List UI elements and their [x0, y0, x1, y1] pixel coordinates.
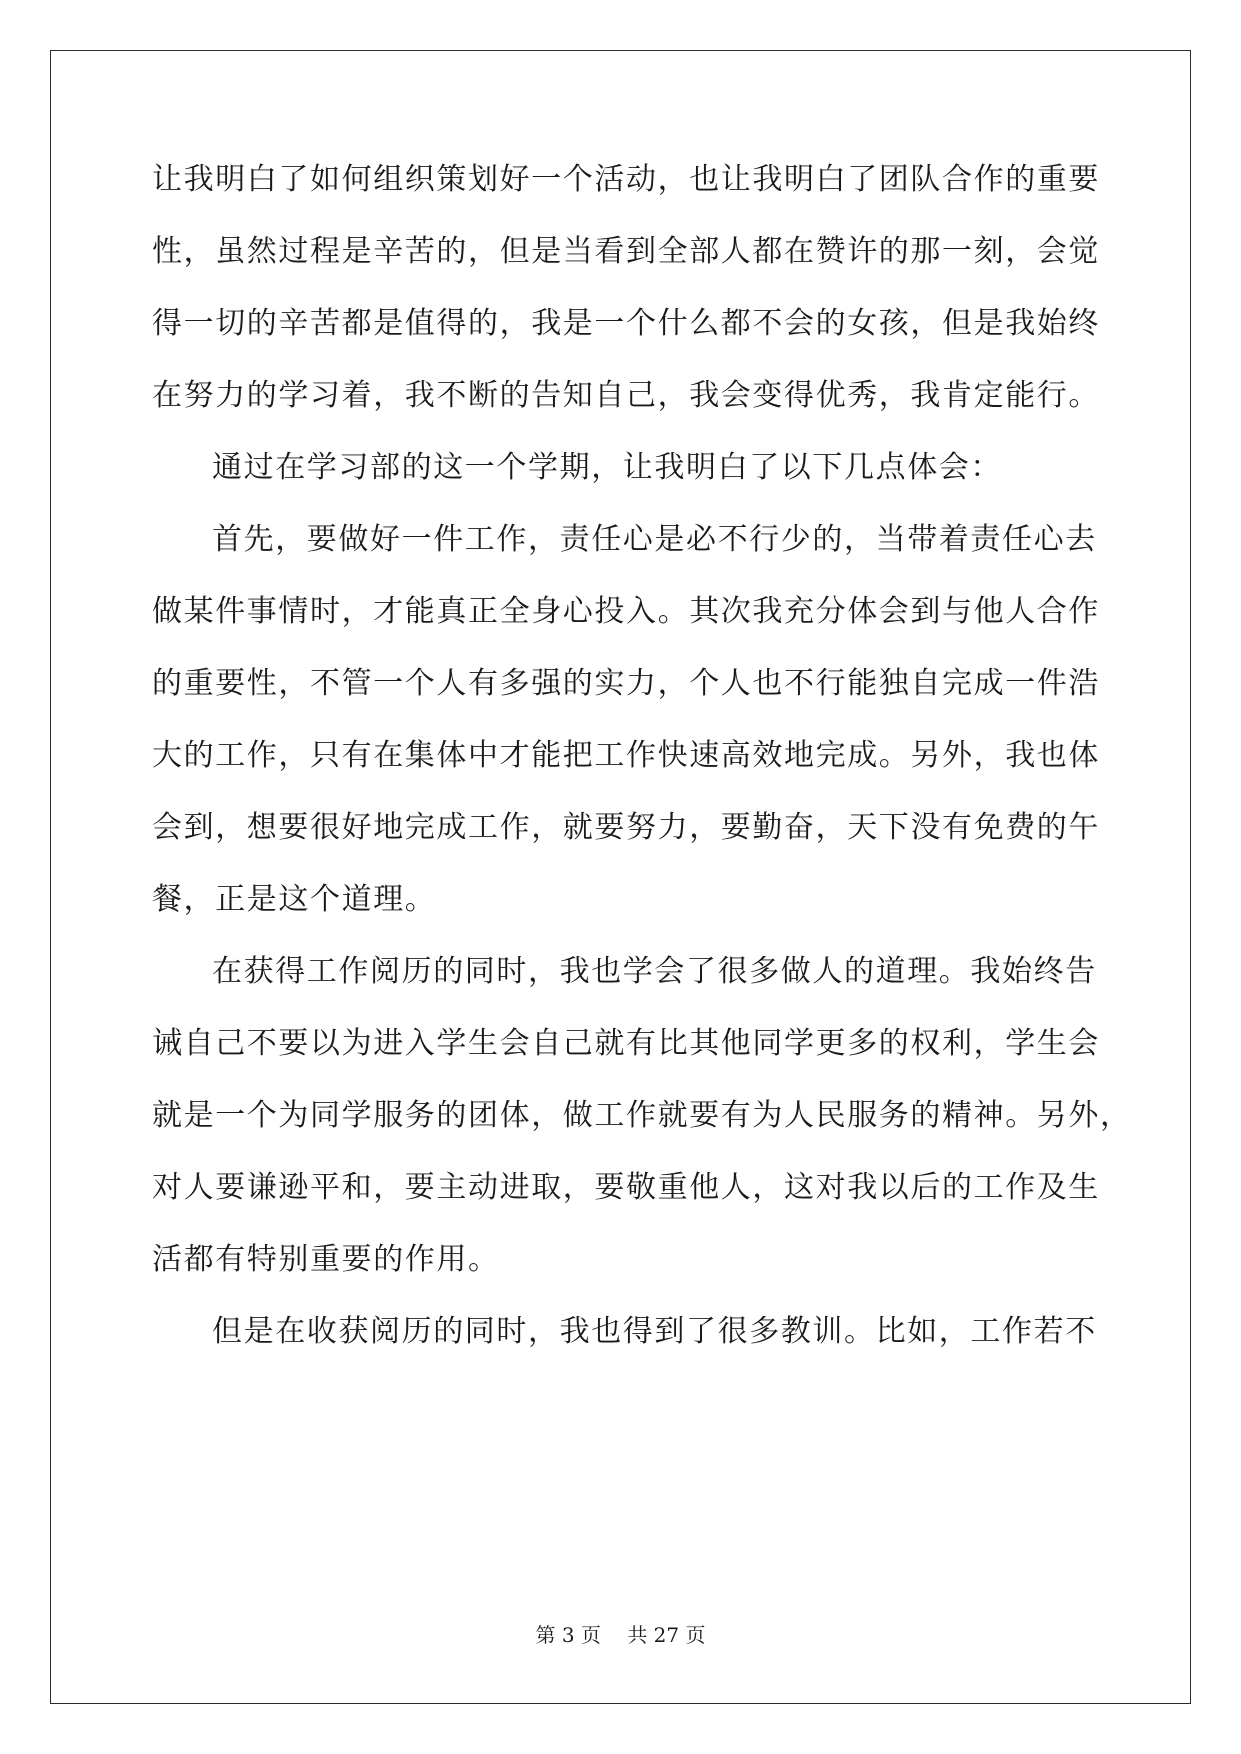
text-line: 餐，正是这个道理。 — [152, 882, 437, 917]
text-line: 在努力的学习着，我不断的告知自己，我会变得优秀，我肯定能行。 — [152, 378, 1100, 413]
text-line: 大的工作，只有在集体中才能把工作快速高效地完成。另外，我也体 — [152, 738, 1100, 773]
paragraph-first-line: 但是在收获阅历的同时，我也得到了很多教训。比如，工作若不 — [212, 1314, 1097, 1349]
text-line: 活都有特别重要的作用。 — [152, 1242, 500, 1277]
page-border — [50, 50, 1191, 1704]
text-line: 会到，想要很好地完成工作，就要努力，要勤奋，天下没有免费的午 — [152, 810, 1100, 845]
page-footer — [0, 1622, 1241, 1648]
text-line: 对人要谦逊平和，要主动进取，要敬重他人，这对我以后的工作及生 — [152, 1170, 1100, 1205]
text-line: 得一切的辛苦都是值得的，我是一个什么都不会的女孩，但是我始终 — [152, 306, 1100, 341]
text-line: 的重要性，不管一个人有多强的实力，个人也不行能独自完成一件浩 — [152, 666, 1100, 701]
page-total: 共 27 页 — [627, 1623, 706, 1647]
text-line: 诫自己不要以为进入学生会自己就有比其他同学更多的权利，学生会 — [152, 1026, 1100, 1061]
text-line: 性，虽然过程是辛苦的，但是当看到全部人都在赞许的那一刻，会觉 — [152, 234, 1100, 269]
page-number: 第 3 页 — [535, 1623, 601, 1647]
text-line: 做某件事情时，才能真正全身心投入。其次我充分体会到与他人合作 — [152, 594, 1100, 629]
paragraph-first-line: 通过在学习部的这一个学期，让我明白了以下几点体会： — [212, 450, 1002, 485]
paragraph-first-line: 在获得工作阅历的同时，我也学会了很多做人的道理。我始终告 — [212, 954, 1097, 989]
paragraph-first-line: 首先，要做好一件工作，责任心是必不行少的，当带着责任心去 — [212, 522, 1097, 557]
text-line: 就是一个为同学服务的团体，做工作就要有为人民服务的精神。另外， — [152, 1098, 1132, 1133]
text-line: 让我明白了如何组织策划好一个活动，也让我明白了团队合作的重要 — [152, 162, 1100, 197]
